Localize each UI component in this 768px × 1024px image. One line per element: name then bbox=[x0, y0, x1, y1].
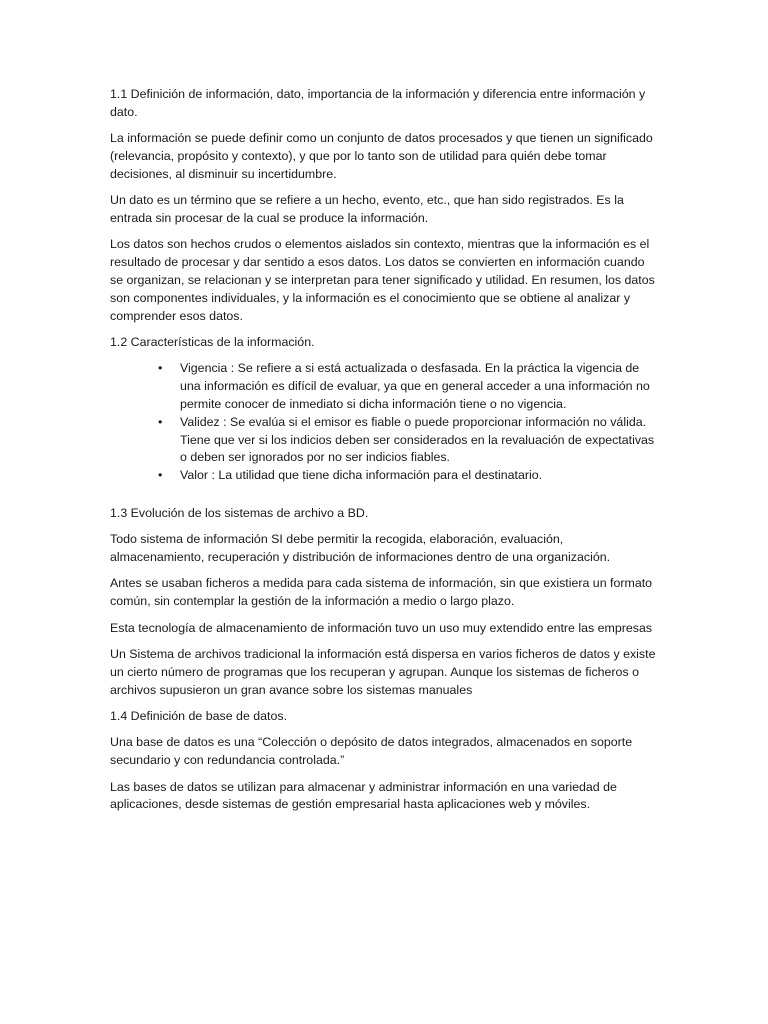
section-4-paragraph-1: Una base de datos es una “Colección o depósito de datos integrados, almacenados en soporte secundario y con redundancia controlada.” bbox=[110, 735, 633, 768]
document-page bbox=[110, 86, 658, 823]
section-3-paragraph-3: Esta tecnología de almacenamiento de información tuvo un uso muy extendido entre las empresas bbox=[110, 620, 653, 635]
section-4-heading: 1.4 Definición de base de datos. bbox=[110, 709, 288, 724]
section-3-heading: 1.3 Evolución de los sistemas de archivo a BD. bbox=[110, 505, 369, 520]
section-3-paragraph-2: Antes se usaban ficheros a medida para cada sistema de información, sin que existiera un formato común, sin contemplar la gestión de la información a medio o largo plazo. bbox=[110, 576, 653, 609]
section-4-paragraph-2: Las bases de datos se utilizan para almacenar y administrar información en una variedad de aplicaciones, desde sistemas de gestión empresarial hasta aplicaciones web y móviles. bbox=[110, 779, 617, 812]
section-1-paragraph-2: Un dato es un término que se refiere a un hecho, evento, etc., que han sido registrados. Es la entrada sin procesar de la cual se produce la información. bbox=[110, 193, 624, 225]
section-2-heading: 1.2 Características de la información. bbox=[110, 334, 315, 349]
section-1-heading: 1.1 Definición de información, dato, importancia de la información y diferencia entre información y dato. bbox=[110, 87, 646, 119]
section-3-paragraph-1: Todo sistema de información SI debe permitir la recogida, elaboración, evaluación, almacenamiento, recuperación y distribución de informaciones dentro de una organización. bbox=[110, 532, 611, 565]
section-1-paragraph-3: Los datos son hechos crudos o elementos aislados sin contexto, mientras que la información es el resultado de procesar y dar sentido a esos datos. Los datos se convierten en información cuando se organizan, se relacionan y se interpretan para tener significado y utilidad. En resumen, los datos son componentes individuales, y la información es el conocimiento que se obtiene al analizar y comprender esos datos. bbox=[110, 237, 655, 323]
section-1-paragraph-1: La información se puede definir como un conjunto de datos procesados y que tienen un significado (relevancia, propósito y contexto), y que por lo tanto son de utilidad para quién debe tomar decisiones, al disminuir su incertidumbre. bbox=[110, 131, 653, 181]
list-item: • Vigencia : Se refiere a si está actualizada o desfasada. En la práctica la vigencia de una información es difícil de evaluar, ya que en general acceder a una información no permite conocer de inmediato si dicha información tiene o no vigencia. bbox=[110, 360, 658, 413]
characteristics-list bbox=[110, 360, 658, 485]
list-item: • Validez : Se evalúa si el emisor es fiable o puede proporcionar información no válida. Tiene que ver si los indicios deben ser considerados en la revaluación de expectativas o deben ser ignorados por no ser indicios fiables. bbox=[110, 414, 658, 467]
list-item: • Valor : La utilidad que tiene dicha información para el destinatario. bbox=[110, 467, 658, 485]
section-3-paragraph-4: Un Sistema de archivos tradicional la información está dispersa en varios ficheros de datos y existe un cierto número de programas que los recuperan y agrupan. Aunque los sistemas de ficheros o archivos supusieron un gran avance sobre los sistemas manuales bbox=[110, 647, 656, 697]
